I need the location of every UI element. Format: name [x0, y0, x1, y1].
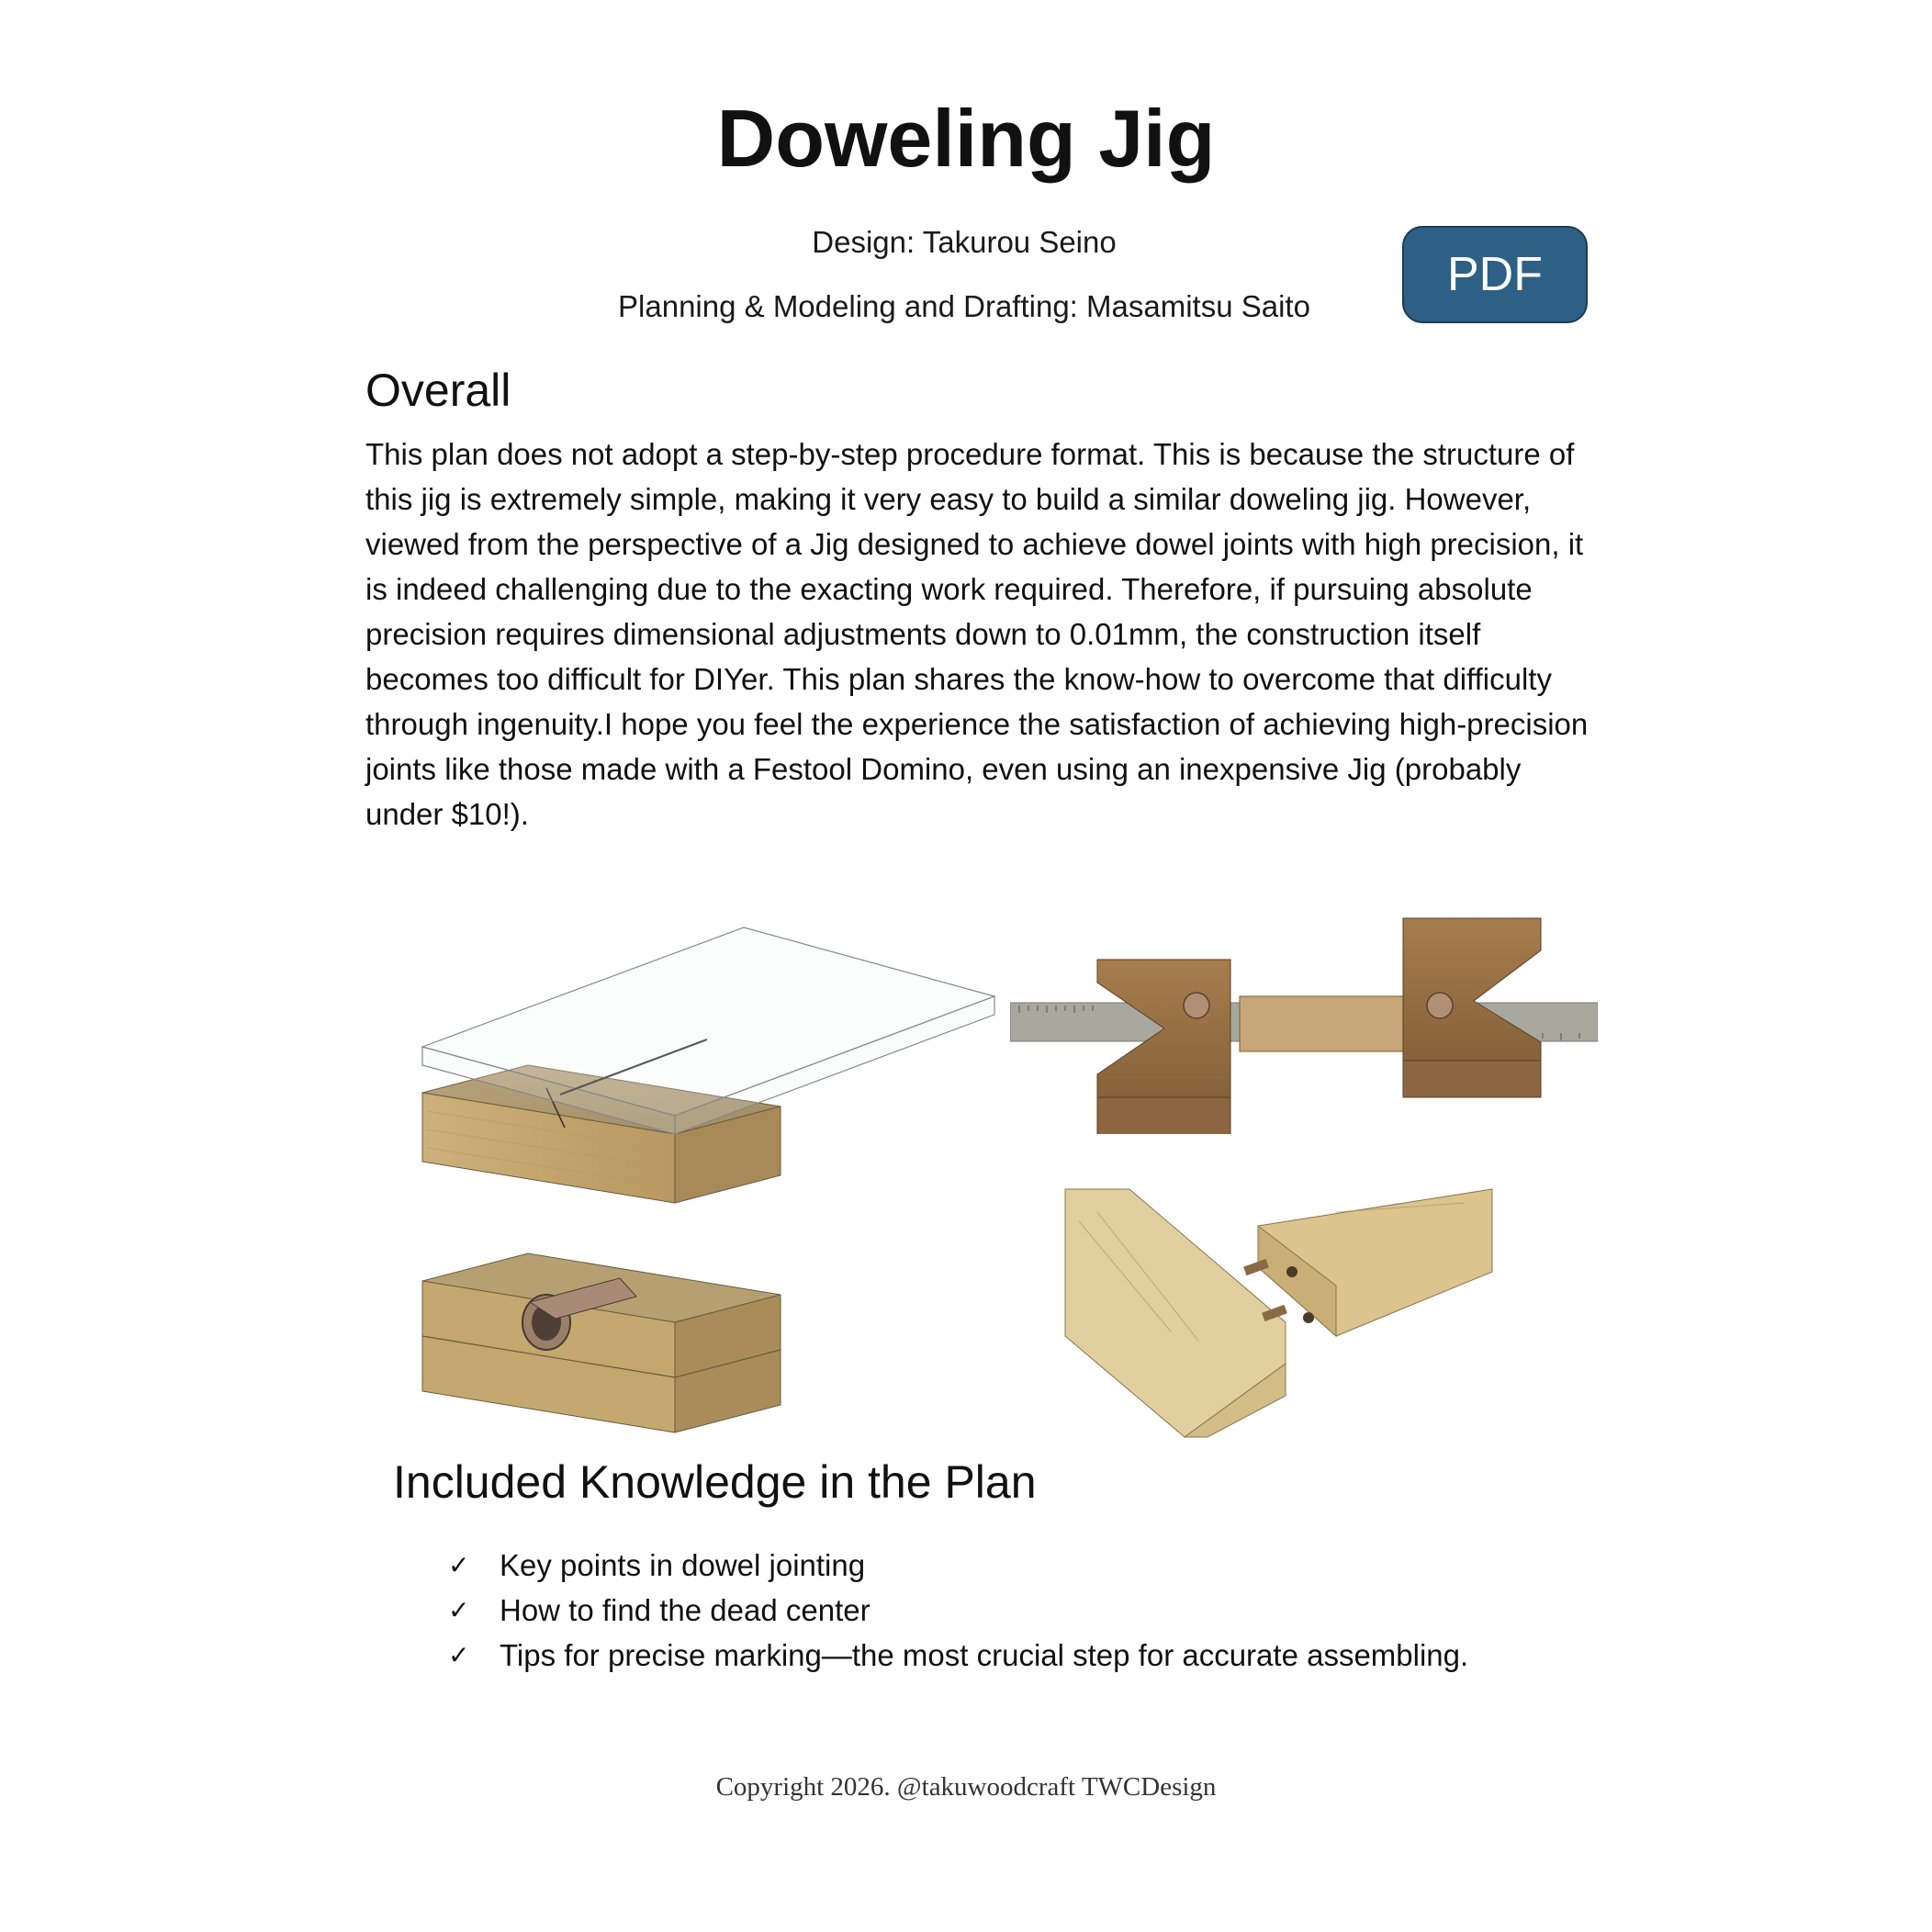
overall-heading: Overall [365, 365, 511, 416]
design-credit: Design: Takurou Seino [812, 225, 1117, 259]
checkmark-icon: ✓ [448, 1595, 470, 1625]
overall-paragraph: This plan does not adopt a step-by-step procedure format. This is because the structure of this jig is extremely simple, making it very easy to build a similar doweling jig. However, viewed from the perspective of a Jig designed to achieve dowel joints with high precision, it is indeed challenging due to the exacting work required. Therefore, if pursuing absolute precision requires dimensional adjustments down to 0.01mm, the construction itself becomes too difficult for DIYer. This plan shares the know-how to overcome that difficulty through ingenuity.I hope you feel the experience the satisfaction of achieving high-precision joints like those made with a Festool Domino, even using an inexpensive Jig (probably under $10!). [365, 437, 1589, 831]
list-item-text: Tips for precise marking—the most crucial step for accurate assembling. [500, 1638, 1469, 1672]
list-item [448, 1633, 1550, 1678]
copyright-footer: Copyright 2026. @takuwoodcraft TWCDesign [715, 1772, 1217, 1802]
knowledge-list [448, 1543, 1550, 1678]
jig-ruler-illustration [1010, 914, 1598, 1134]
planning-credit: Planning & Modeling and Drafting: Masamitsu Saito [618, 289, 1310, 323]
list-item [448, 1543, 1550, 1588]
stacked-blocks-pipe-illustration [418, 1230, 794, 1442]
pdf-button[interactable]: PDF [1402, 226, 1588, 323]
checkmark-icon: ✓ [448, 1550, 470, 1580]
checkmark-icon: ✓ [448, 1640, 470, 1670]
knowledge-heading: Included Knowledge in the Plan [393, 1456, 1037, 1508]
list-item-text: How to find the dead center [500, 1593, 871, 1627]
list-item-text: Key points in dowel jointing [500, 1548, 866, 1582]
dowel-joint-illustration [1061, 1185, 1501, 1442]
list-item [448, 1588, 1550, 1633]
acrylic-plate-block-illustration [418, 918, 1005, 1221]
page-title: Doweling Jig [716, 93, 1216, 184]
